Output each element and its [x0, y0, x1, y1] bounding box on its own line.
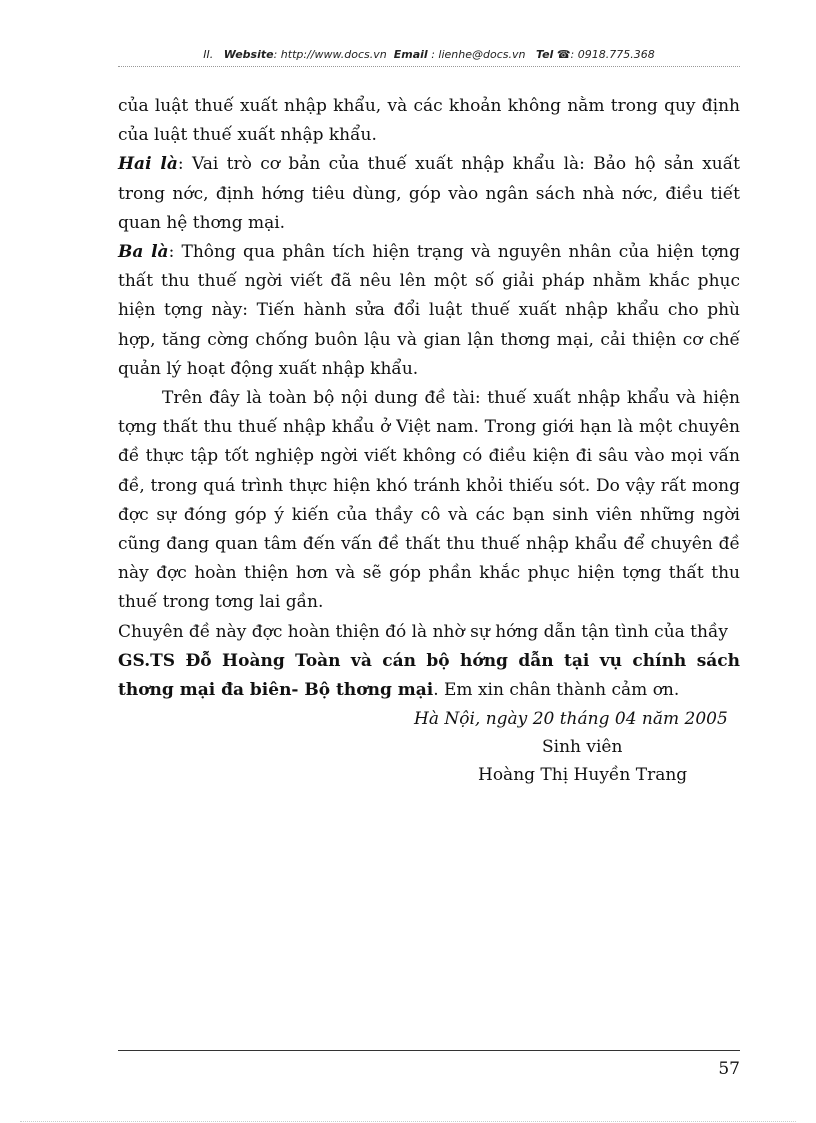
page-number: 57 [718, 1059, 740, 1079]
paragraph-5: Chuyên đề này đợc hoàn thiện đó là nhờ sự hớng dẫn tận tình của thầy [118, 621, 728, 642]
header-website-label: Website [223, 48, 274, 61]
document-body [118, 92, 740, 789]
footer-divider [118, 1050, 740, 1051]
header-prefix: II. [203, 48, 214, 61]
header-tel-value: : 0918.775.368 [570, 48, 655, 61]
paragraph-3 [118, 238, 740, 384]
signature-role: Sinh viên [542, 737, 623, 758]
header-website-value: : http://www.docs.vn [273, 48, 387, 61]
paragraph-6 [118, 647, 740, 705]
paragraph-2-text: : Vai trò cơ bản của thuế xuất nhập khẩu là: Bảo hộ sản xuất trong nớc, định hớng tiêu dùng, góp vào ngân sách nhà nớc, điều tiết quan hệ thơng mại. [118, 154, 740, 233]
paragraph-6-tail: . Em xin chân thành cảm ơn. [433, 680, 680, 701]
signature-name: Hoàng Thị Huyền Trang [478, 765, 688, 786]
paragraph-1: của luật thuế xuất nhập khẩu, và các khoản không nằm trong quy định của luật thuế xuất nhập khẩu. [118, 96, 740, 146]
page-bottom-edge [20, 1121, 796, 1122]
header-tel-label: Tel [535, 48, 554, 61]
paragraph-3-text: : Thông qua phân tích hiện trạng và nguyên nhân của hiện tợng thất thu thuế ngời viết đã nêu lên một số giải pháp nhằm khắc phục hiện tợng này: Tiến hành sửa đổi luật thuế xuất nhập khẩu cho phù hợp, tăng cờng chống buôn lậu và gian lận thơng mại, cải thiện cơ chế quản lý hoạt động xuất nhập khẩu. [118, 242, 740, 379]
page-header [118, 48, 740, 61]
paragraph-2-label: Hai là [118, 154, 178, 175]
header-email-label: Email [393, 48, 428, 61]
paragraph-4: Trên đây là toàn bộ nội dung đề tài: thuế xuất nhập khẩu và hiện tợng thất thu thuế nhập khẩu ở Việt nam. Trong giới hạn là một chuyên đề thực tập tốt nghiệp ngời viết không có điều kiện đi sâu vào mọi vấn đề, trong quá trình thực hiện khó tránh khỏi thiếu sót. Do vậy rất mong đợc sự đóng góp ý kiến của thầy cô và các bạn sinh viên những ngời cũng đang quan tâm đến vấn đề thất thu thuế nhập khẩu để chuyên đề này đợc hoàn thiện hơn và sẽ góp phần khắc phục hiện tợng thất thu thuế trong tơng lai gần. [118, 388, 740, 613]
paragraph-2 [118, 150, 740, 238]
header-divider [118, 66, 740, 67]
header-email-value: : lienhe@docs.vn [431, 48, 526, 61]
paragraph-6-bold: GS.TS Đỗ Hoàng Toàn và cán bộ hớng dẫn tại vụ chính sách thơng mại đa biên- Bộ thơng mại [118, 650, 740, 701]
signature-date: Hà Nội, ngày 20 tháng 04 năm 2005 [414, 709, 728, 730]
phone-icon: ☎ [556, 48, 571, 61]
paragraph-3-label: Ba là [118, 242, 169, 263]
